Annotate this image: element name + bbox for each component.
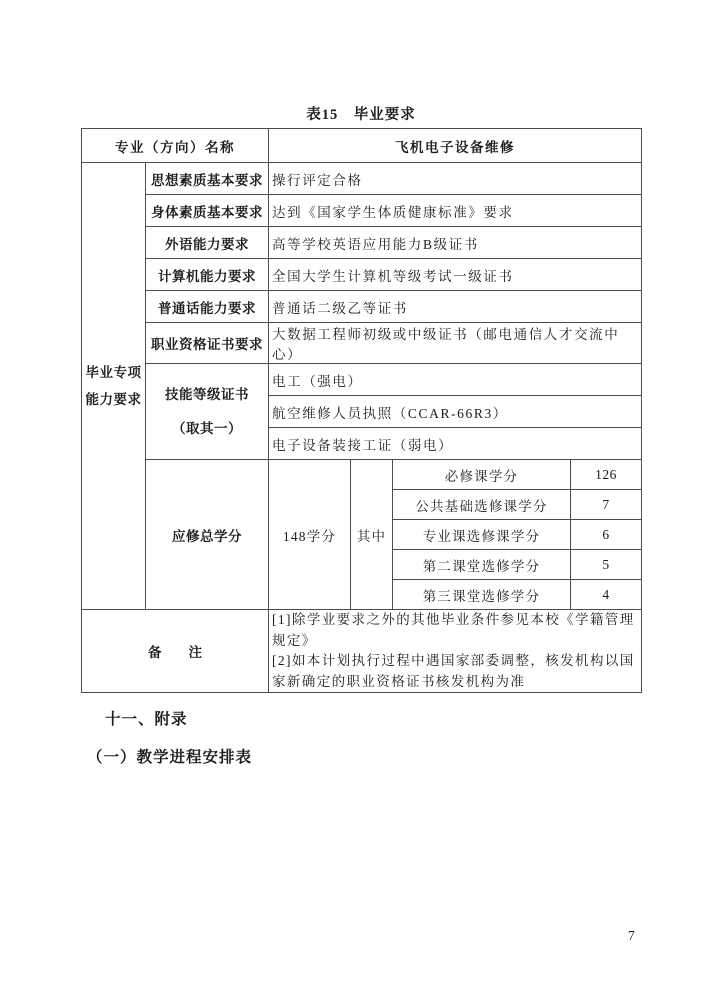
remark-note-1: [1]除学业要求之外的其他毕业条件参见本校《学籍管理规定》 [272, 612, 635, 648]
graduation-requirements-table [81, 128, 642, 693]
table-row [82, 364, 642, 396]
table-header-row [82, 129, 642, 163]
table-row [82, 163, 642, 195]
credit-item-name: 第三课堂选修学分 [393, 580, 571, 610]
remark-note-2: [2]如本计划执行过程中遇国家部委调整，核发机构以国家新确定的职业资格证书核发机构为准 [272, 653, 635, 689]
table-row [82, 195, 642, 227]
row-value: 大数据工程师初级或中级证书（邮电通信人才交流中心） [269, 323, 642, 364]
credit-item-value: 126 [571, 460, 642, 490]
table-row [82, 460, 642, 490]
row-label: 职业资格证书要求 [146, 323, 269, 364]
skill-cert-label-line2: （取其一） [172, 420, 242, 436]
credit-item-name: 公共基础选修课学分 [393, 490, 571, 520]
row-label: 身体素质基本要求 [146, 195, 269, 227]
row-value: 达到《国家学生体质健康标准》要求 [269, 195, 642, 227]
row-value: 操行评定合格 [269, 163, 642, 195]
table-row [82, 227, 642, 259]
credit-item-name: 专业课选修课学分 [393, 520, 571, 550]
row-value: 普通话二级乙等证书 [269, 291, 642, 323]
row-label: 外语能力要求 [146, 227, 269, 259]
remark-label: 备 注 [82, 610, 269, 693]
credits-among-label: 其中 [351, 460, 393, 610]
table-row [82, 259, 642, 291]
credit-item-value: 5 [571, 550, 642, 580]
table-row [82, 323, 642, 364]
skill-cert-label-line1: 技能等级证书 [165, 386, 249, 402]
skill-cert-option: 航空维修人员执照（CCAR-66R3） [269, 396, 642, 428]
credit-item-name: 第二课堂选修学分 [393, 550, 571, 580]
page-number: 7 [628, 928, 635, 943]
skill-cert-option: 电子设备装接工证（弱电） [269, 428, 642, 460]
row-label: 思想素质基本要求 [146, 163, 269, 195]
credit-item-value: 7 [571, 490, 642, 520]
credit-item-name: 必修课学分 [393, 460, 571, 490]
credits-label: 应修总学分 [146, 460, 269, 610]
skill-cert-option: 电工（强电） [269, 364, 642, 396]
row-label: 计算机能力要求 [146, 259, 269, 291]
credit-item-value: 4 [571, 580, 642, 610]
skill-cert-label [146, 364, 269, 460]
header-major-value: 飞机电子设备维修 [269, 129, 642, 163]
row-label: 普通话能力要求 [146, 291, 269, 323]
remark-content [269, 610, 642, 693]
appendix-subsection-title: （一）教学进程安排表 [87, 749, 253, 766]
left-span-label: 毕业专项能力要求 [82, 163, 146, 610]
table-row [82, 610, 642, 693]
table-row [82, 291, 642, 323]
credit-item-value: 6 [571, 520, 642, 550]
table-title: 表15 毕业要求 [306, 107, 416, 123]
appendix-section-title: 十一、附录 [105, 711, 188, 728]
row-value: 全国大学生计算机等级考试一级证书 [269, 259, 642, 291]
header-name-label: 专业（方向）名称 [82, 129, 269, 163]
credits-total: 148学分 [269, 460, 351, 610]
row-value: 高等学校英语应用能力B级证书 [269, 227, 642, 259]
